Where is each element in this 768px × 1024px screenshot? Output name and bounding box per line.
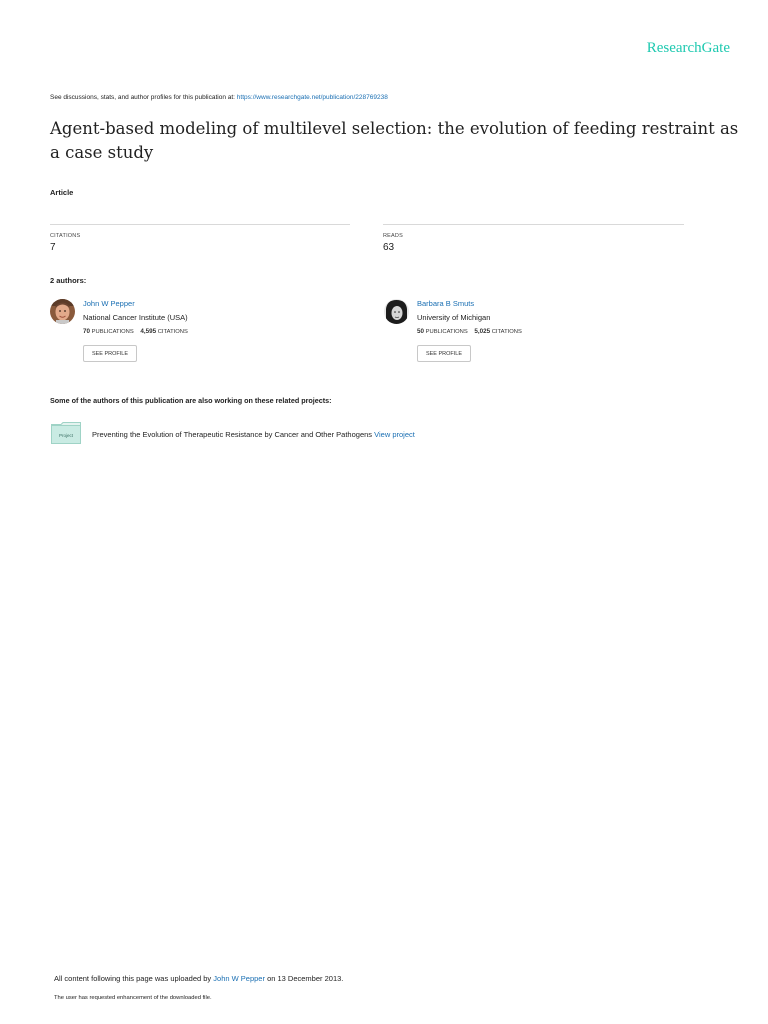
author-institution: University of Michigan bbox=[417, 313, 491, 322]
author-citations-count: 4,595 bbox=[140, 328, 157, 335]
author-name-link[interactable]: John W Pepper bbox=[83, 299, 135, 308]
reads-label: READS bbox=[383, 233, 403, 239]
citations-label: CITATIONS bbox=[50, 233, 81, 239]
avatar[interactable] bbox=[50, 299, 75, 324]
author-name-link[interactable]: Barbara B Smuts bbox=[417, 299, 475, 308]
reads-count: 63 bbox=[383, 242, 395, 253]
divider-citations bbox=[50, 224, 350, 225]
uploader-link[interactable]: John W Pepper bbox=[213, 974, 265, 983]
publication-type: Article bbox=[50, 188, 74, 197]
avatar[interactable] bbox=[384, 299, 409, 324]
citations-count: 7 bbox=[50, 242, 56, 253]
project-row bbox=[92, 430, 415, 439]
publications-count: 70 bbox=[83, 328, 91, 335]
divider-reads bbox=[383, 224, 684, 225]
see-profile-button[interactable]: SEE PROFILE bbox=[83, 345, 137, 362]
discussion-text: See discussions, stats, and author profiles for this publication at: bbox=[50, 94, 237, 101]
see-profile-button[interactable]: SEE PROFILE bbox=[417, 345, 471, 362]
author-stats bbox=[417, 328, 522, 335]
upload-suffix: on 13 December 2013. bbox=[264, 974, 344, 983]
publications-label: PUBLICATIONS bbox=[425, 329, 468, 335]
project-title: Preventing the Evolution of Therapeutic Resistance by Cancer and Other Pathogens bbox=[92, 430, 373, 439]
project-icon bbox=[51, 422, 81, 444]
author-citations-count: 5,025 bbox=[474, 328, 491, 335]
publication-title: Agent-based modeling of multilevel selection: the evolution of feeding restraint as a case study bbox=[50, 119, 739, 162]
researchgate-logo[interactable]: ResearchGate bbox=[646, 40, 730, 56]
upload-notice bbox=[54, 974, 343, 983]
discussion-line bbox=[50, 94, 388, 101]
upload-prefix: All content following this page was uploaded by bbox=[54, 974, 214, 983]
publications-count: 50 bbox=[417, 328, 425, 335]
authors-heading: 2 authors: bbox=[50, 276, 87, 285]
author-card bbox=[50, 297, 350, 367]
author-citations-label: CITATIONS bbox=[491, 329, 522, 335]
project-icon-label: Project bbox=[58, 433, 74, 438]
publication-url-link[interactable]: https://www.researchgate.net/publication/228769238 bbox=[236, 94, 388, 101]
view-project-link[interactable]: View project bbox=[374, 430, 415, 439]
author-citations-label: CITATIONS bbox=[157, 329, 188, 335]
author-institution: National Cancer Institute (USA) bbox=[83, 313, 188, 322]
related-projects-heading: Some of the authors of this publication are also working on these related projects: bbox=[50, 396, 332, 405]
enhancement-notice: The user has requested enhancement of the downloaded file. bbox=[54, 995, 212, 1001]
author-stats bbox=[83, 328, 188, 335]
author-card bbox=[384, 297, 684, 367]
publications-label: PUBLICATIONS bbox=[91, 329, 134, 335]
